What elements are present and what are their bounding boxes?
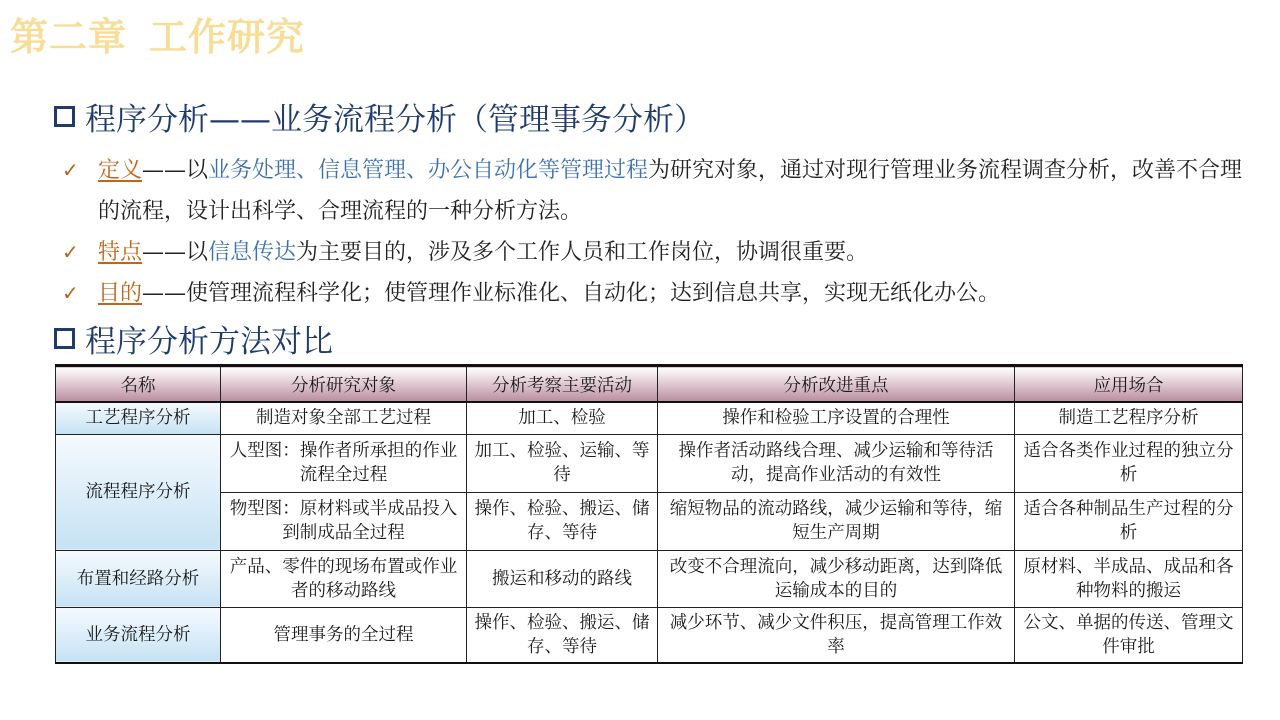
table-row: [56, 402, 1243, 434]
table-cell: 操作和检验工序设置的合理性: [658, 402, 1015, 434]
table-cell: 产品、零件的现场布置或作业者的移动路线: [221, 550, 467, 607]
table-row: [56, 607, 1243, 663]
column-header: 分析研究对象: [221, 366, 467, 403]
table-cell: 加工、检验、运输、等待: [467, 434, 658, 492]
checkmark-icon: ✓: [62, 240, 79, 264]
table-cell: 物型图：原材料或半成品投入到制成品全过程: [221, 492, 467, 550]
table-cell: 缩短物品的流动路线，减少运输和等待，缩短生产周期: [658, 492, 1015, 550]
term-label: 目的: [98, 281, 143, 306]
text-segment: ——以: [142, 158, 209, 183]
bullet-list: [62, 150, 1252, 314]
table-cell: 公文、单据的传送、管理文件审批: [1015, 607, 1243, 663]
table-cell: 原材料、半成品、成品和各种物料的搬运: [1015, 550, 1243, 607]
list-item-features: [62, 232, 1252, 273]
hollow-square-icon: [54, 106, 75, 127]
table-row: [56, 434, 1243, 492]
chapter-name: 工作研究: [149, 15, 306, 59]
table-cell: 适合各种制品生产过程的分析: [1015, 492, 1243, 550]
highlighted-text: 信息传达: [208, 240, 297, 265]
term-label: 特点: [98, 240, 143, 265]
text-segment: 为研究对象，通过对现行管理业务流程调查分析，改善不合理的流程，设计出科学、合理流程的一种分析方法。: [98, 158, 1243, 224]
table-cell: 加工、检验: [467, 402, 658, 434]
list-item-purpose: [62, 273, 1252, 314]
row-name-cell: 业务流程分析: [56, 607, 221, 663]
table-cell: 人型图：操作者所承担的作业流程全过程: [221, 434, 467, 492]
table-cell: 搬运和移动的路线: [467, 550, 658, 607]
section-title: 程序分析方法对比: [85, 324, 333, 360]
table-row: [56, 550, 1243, 607]
table-cell: 制造工艺程序分析: [1015, 402, 1243, 434]
chapter-number: 第二章: [10, 15, 128, 59]
highlighted-text: 业务处理、信息管理、办公自动化等管理过程: [208, 158, 649, 183]
column-header: 应用场合: [1015, 366, 1243, 403]
checkmark-icon: ✓: [62, 158, 79, 182]
text-segment: ——使管理流程科学化；使管理作业标准化、自动化；达到信息共享，实现无纸化办公。: [142, 281, 1001, 306]
text-segment: ——以: [142, 240, 209, 265]
text-segment: 为主要目的，涉及多个工作人员和工作岗位，协调很重要。: [296, 240, 869, 265]
column-header: 分析考察主要活动: [467, 366, 658, 403]
table-header-row: [56, 366, 1243, 403]
comparison-table: [55, 364, 1242, 664]
column-header: 名称: [56, 366, 221, 403]
table-cell: 管理事务的全过程: [221, 607, 467, 663]
row-name-cell: 流程程序分析: [56, 434, 221, 550]
section-title: 程序分析——业务流程分析（管理事务分析）: [85, 102, 705, 138]
table-cell: 操作、检验、搬运、储存、等待: [467, 492, 658, 550]
row-name-cell: 工艺程序分析: [56, 402, 221, 434]
table-cell: 减少环节、减少文件积压，提高管理工作效率: [658, 607, 1015, 663]
table-cell: 操作、检验、搬运、储存、等待: [467, 607, 658, 663]
section-heading-method-comparison: [54, 316, 333, 361]
table-row: [56, 492, 1243, 550]
column-header: 分析改进重点: [658, 366, 1015, 403]
checkmark-icon: ✓: [62, 281, 79, 305]
hollow-square-icon: [54, 328, 75, 349]
list-item-definition: [62, 150, 1252, 232]
section-heading-process-analysis: [54, 94, 705, 139]
row-name-cell: 布置和经路分析: [56, 550, 221, 607]
table-cell: 制造对象全部工艺过程: [221, 402, 467, 434]
table-cell: 改变不合理流向，减少移动距离，达到降低运输成本的目的: [658, 550, 1015, 607]
term-label: 定义: [98, 158, 143, 183]
table-cell: 操作者活动路线合理、减少运输和等待活动，提高作业活动的有效性: [658, 434, 1015, 492]
table-cell: 适合各类作业过程的独立分析: [1015, 434, 1243, 492]
chapter-title: [10, 6, 305, 61]
